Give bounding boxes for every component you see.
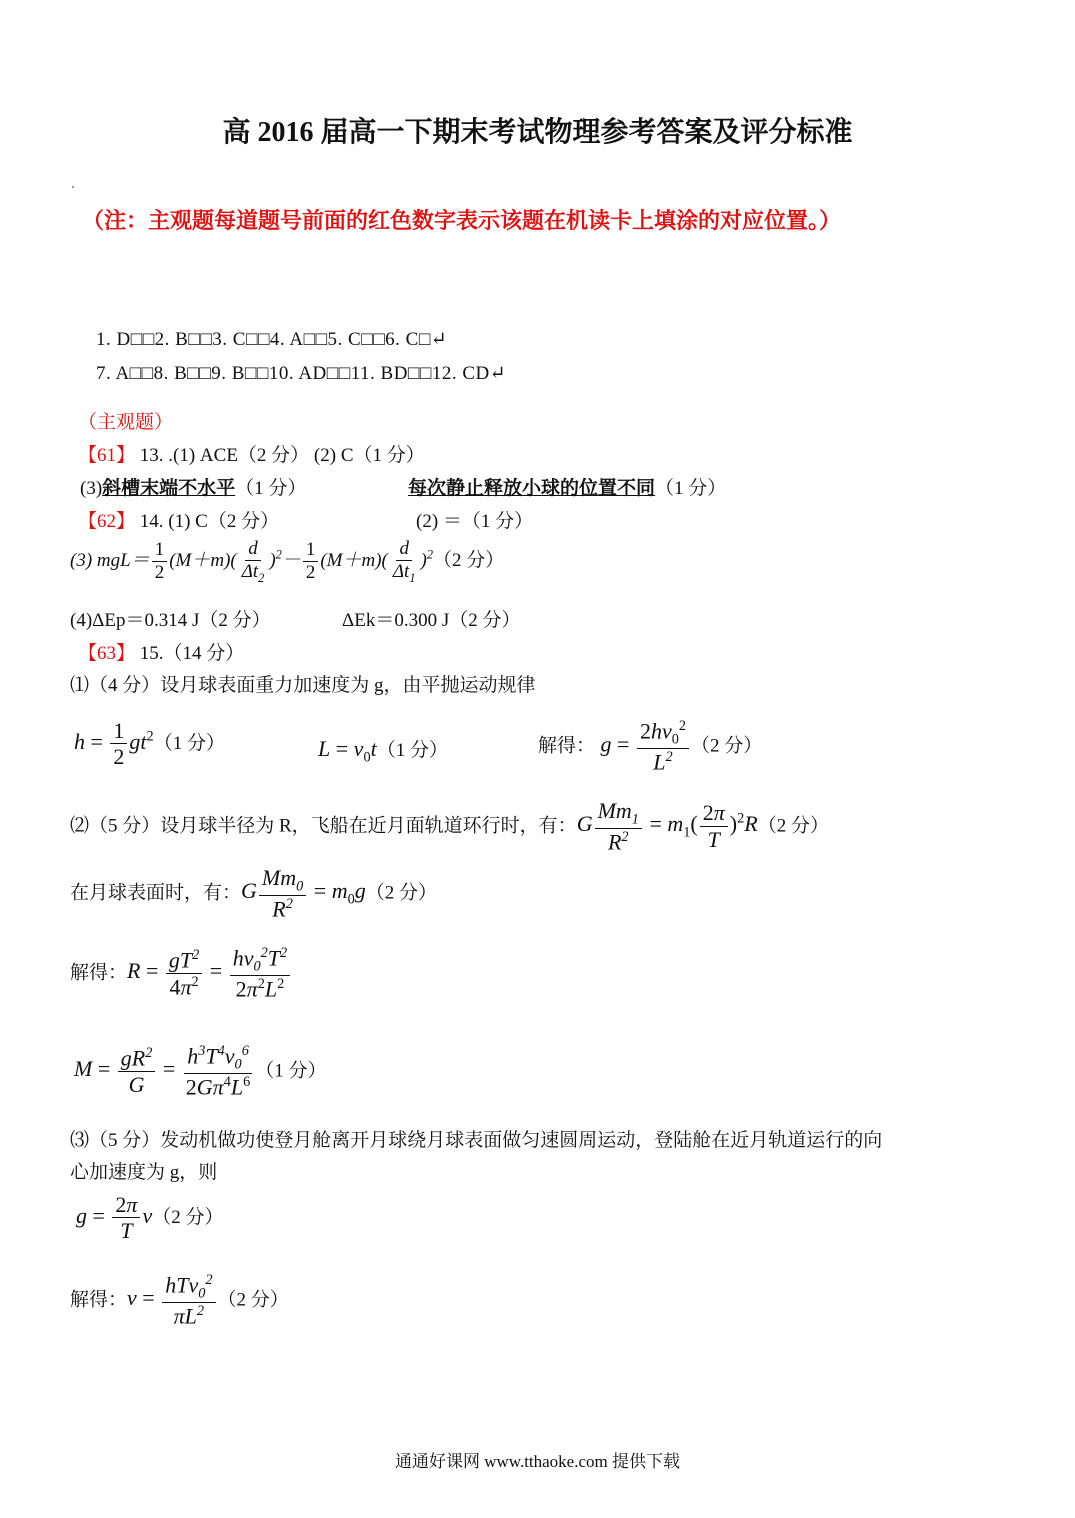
q14-answer-2: (2) ＝（1 分） bbox=[416, 511, 534, 532]
q15-head: 15.（14 分） bbox=[139, 643, 245, 664]
q13-answer-a: 斜槽末端不水平 bbox=[102, 478, 236, 499]
scan-speck bbox=[72, 186, 74, 188]
q15-formula-L: $L = v_0t(1$ 分） bbox=[318, 736, 448, 766]
q15-part-4: 解得：R = $\frac{gT^2}{4\pi^2}$ = $\frac{hv_0^2T^2}{2\pi^2L^2}$ bbox=[70, 945, 292, 1002]
q15-part-6-line-2: 心加速度为 g，则 bbox=[70, 1162, 218, 1183]
q14-tag: 【62】 bbox=[78, 511, 136, 532]
q14-formula-3: (3) mgL＝ $\frac{1}{2}$ (M＋m)( $\frac{d}{\Delta t_2}$ )$^2$－ $\frac{1}{2}$ (M＋m)( $\frac{d}{\Delta t_1}$ )$^2$（2 分） bbox=[70, 538, 505, 585]
q15-tag: 【63】 bbox=[78, 643, 136, 664]
q13-answer-1: 13. .(1) ACE（2 分） (2) C（1 分） bbox=[139, 445, 425, 466]
q15-formula-g: 解得： g = $\frac{2hv_0^2}{L^2}$ （2 分） bbox=[538, 718, 763, 775]
q13-line-1 bbox=[78, 440, 425, 467]
q13-answer-b: 每次静止释放小球的位置不同 bbox=[408, 478, 656, 499]
q15-part-5: M = $\frac{gR^2}{G}$ = $\frac{h^3T^4v_0^6}{2G\pi^4L^6}$ （1 分） bbox=[74, 1043, 327, 1100]
q14-line-1 bbox=[78, 506, 279, 533]
q13-tag: 【61】 bbox=[78, 445, 136, 466]
q13-line-2b bbox=[408, 473, 726, 500]
q15-part-7: g = $\frac{2\pi}{T}$ v（2 分） bbox=[76, 1192, 224, 1244]
q15-part-6-line-1: ⑶（5 分）发动机做功使登月舱离开月球绕月球表面做匀速圆周运动，登陆舱在近月轨道运行的向 bbox=[70, 1130, 883, 1151]
q13-line-2 bbox=[80, 473, 306, 500]
q13-prefix: (3) bbox=[80, 478, 103, 499]
q14-formula-prefix: (3) mgL＝ bbox=[70, 549, 150, 571]
subjective-heading: （主观题） bbox=[78, 412, 174, 433]
q15-part-3: 在月球表面时，有：G $\frac{Mm_0}{R^2}$ = $m_0g(2$ 分） bbox=[70, 865, 438, 922]
q13-score-b: （1 分） bbox=[655, 478, 727, 499]
q15-part-1: ⑴（4 分）设月球表面重力加速度为 g，由平抛运动规律 bbox=[70, 675, 536, 696]
page-title: 高 2016 届高一下期末考试物理参考答案及评分标准 bbox=[222, 117, 853, 148]
q15-formula-h: h = $\frac{1}{2}$ $gt^2(1$ 分） bbox=[74, 718, 225, 770]
q14-score-3: （2 分） bbox=[433, 549, 505, 571]
footer-source: 通通好课网 www.tthaoke.com 提供下载 bbox=[394, 1452, 681, 1471]
mc-answers-row-2: 7. A□□8. B□□9. B□□10. AD□□11. BD□□12. CD↵ bbox=[96, 363, 507, 384]
q14-answer-1: 14. (1) C（2 分） bbox=[139, 511, 280, 532]
mc-answers-row-1: 1. D□□2. B□□3. C□□4. A□□5. C□□6. C□↵ bbox=[96, 329, 448, 350]
red-note: （注：主观题每道题号前面的红色数字表示该题在机读卡上填涂的对应位置。） bbox=[82, 208, 842, 233]
q14-answer-4a: (4)ΔEp＝0.314 J（2 分） bbox=[70, 610, 271, 631]
q15-part-2: ⑵（5 分）设月球半径为 R，飞船在近月面轨道环行时，有：G $\frac{Mm_1}{R^2}$ = $m_1$( $\frac{2\pi}{T}$ )$^2$R（2 分） bbox=[70, 798, 829, 855]
q13-score-a: （1 分） bbox=[235, 478, 307, 499]
q15-header bbox=[78, 638, 244, 665]
q14-answer-4b: ΔEk＝0.300 J（2 分） bbox=[342, 610, 521, 631]
q15-part-8: 解得：v = $\frac{hTv_0^2}{\pi L^2}$ （2 分） bbox=[70, 1272, 289, 1329]
